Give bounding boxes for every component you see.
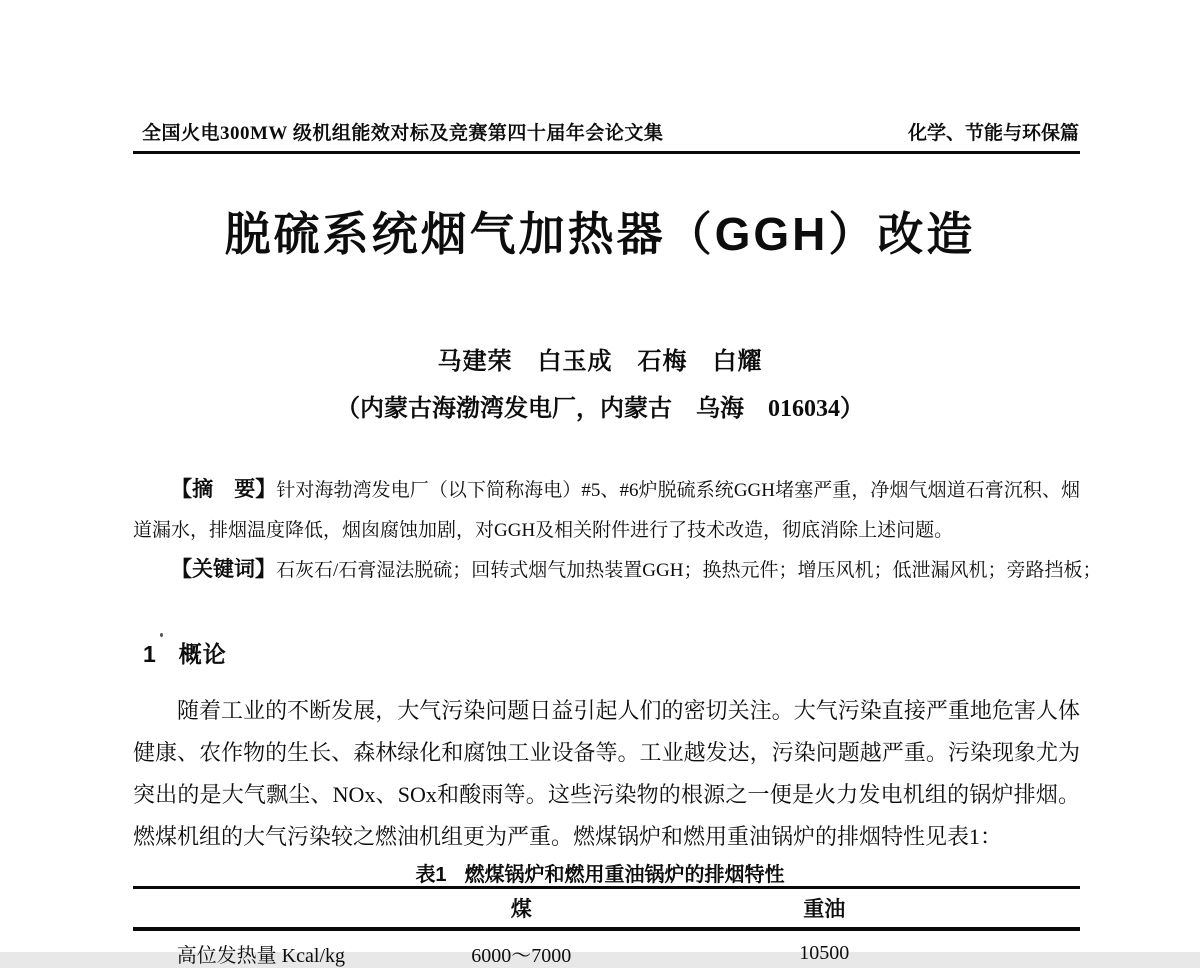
table1-caption (0, 858, 1200, 887)
table1 (133, 886, 1080, 968)
table-row (133, 931, 1080, 968)
running-head-right: 化学、节能与环保篇 (907, 123, 1079, 144)
table1-header-coal: 煤 (510, 897, 532, 921)
table1-caption-number: 表1 (415, 864, 447, 886)
authors-line: 马建荣 白玉成 石梅 白耀 (437, 349, 763, 375)
table1-header-row (133, 889, 1080, 927)
abstract-label: 【摘 要】 (171, 478, 277, 501)
table1-row1-label: 高位发热量 Kcal/kg (176, 945, 345, 967)
table1-header-heavy-oil: 重油 (803, 897, 846, 921)
keywords-paragraph (133, 550, 1102, 591)
keywords-text: 石灰石/石膏湿法脱硫；回转式烟气加热装置GGH；换热元件；增压风机；低泄漏风机；旁路挡板； (276, 560, 1102, 581)
header-rule (133, 151, 1080, 154)
keywords-label: 【关键词】 (171, 558, 276, 581)
page-title: 脱硫系统烟气加热器（GGH）改造 (224, 208, 976, 260)
affiliation-line: （内蒙古海渤湾发电厂，内蒙古 乌海 016034） (336, 396, 864, 422)
section-heading-1 (143, 636, 227, 669)
abstract-text: 针对海勃湾发电厂（以下简称海电）#5、#6炉脱硫系统GGH堵塞严重，净烟气烟道石膏沉积、烟道漏水，排烟温度降低，烟囱腐蚀加剧，对GGH及相关附件进行了技术改造，彻底消除上述问题。 (133, 480, 1081, 541)
section-title: 概论 (178, 641, 227, 667)
table1-caption-text: 燃煤锅炉和燃用重油锅炉的排烟特性 (464, 864, 785, 886)
section-number: 1 (143, 641, 157, 667)
running-head-left: 全国火电300MW 级机组能效对标及竞赛第四十届年会论文集 (142, 123, 664, 144)
abstract-paragraph (133, 470, 1080, 551)
body-paragraph-1: 随着工业的不断发展，大气污染问题日益引起人们的密切关注。大气污染直接严重地危害人体健康、农作物的生长、森林绿化和腐蚀工业设备等。工业越发达，污染问题越严重。污染现象尤为突出的是大气飘尘、NOx、SOx和酸雨等。这些污染物的根源之一便是火力发电机组的锅炉排烟。燃煤机组的大气污染较之燃油机组更为严重。燃煤锅炉和燃用重油锅炉的排烟特性见表1： (133, 698, 1080, 849)
table1-row1-coal: 6000～7000 (471, 945, 572, 967)
table1-row1-heavy-oil: 10500 (799, 942, 850, 964)
